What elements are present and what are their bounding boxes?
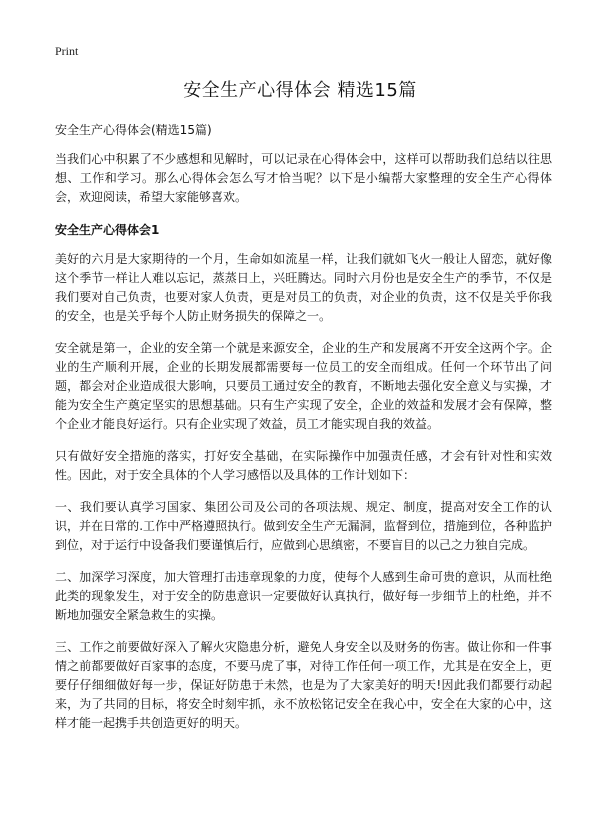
section-heading: 安全生产心得体会1 (55, 223, 160, 237)
body-paragraph: 三、工作之前要做好深入了解火灾隐患分析，避免人身安全以及财务的伤害。做让你和一件事情之前都要做好百家事的态度，不要马虎了事，对待工作任何一项工作，尤其是在安全上，更要仔仔细细做好每一步，保证好防患于未然，也是为了大家美好的明天!因此我们都要行动起来，为了共同的目标，将安全时刻牢抓，永不放松铭记安全在我心中，安全在大家的心中，这样才能一起携手共创造更好的明天。 (55, 640, 552, 730)
body-paragraph: 安全就是第一，企业的安全第一个就是来源安全，企业的生产和发展离不开安全这两个字。企业的生产顺利开展，企业的长期发展都需要每一位员工的安全而组成。任何一个环节出了问题，都会对企业造成很大影响，只要员工通过安全的教育，不断地去强化安全意义与实操，才能为安全生产奠定坚实的思想基础。只有生产实现了安全，企业的效益和发展才会有保障，整个企业才能良好运行。只有企业实现了效益，员工才能实现自我的效益。 (55, 341, 552, 431)
body-paragraph: 二、加深学习深度，加大管理打击违章现象的力度，使每个人感到生命可贵的意识，从而杜绝此类的现象发生，对于安全的防患意识一定要做好认真执行，做好每一步细节上的杜绝，并不断地加强安全紧急救生的实操。 (55, 570, 552, 622)
body-paragraph: 一、我们要认真学习国家、集团公司及公司的各项法规、规定、制度，提高对安全工作的认识，并在日常的.工作中严格遵照执行。做到安全生产无漏洞，监督到位，措施到位，各种监护到位，对于运行中设备我们要谨慎后行，应做到心思缜密，不要盲目的以己之力独自完成。 (55, 500, 552, 552)
print-label[interactable]: Print (55, 44, 79, 58)
body-paragraph: 美好的六月是大家期待的一个月，生命如如流星一样，让我们就如飞火一般让人留恋，就好像这个季节一样让人难以忘记，蒸蒸日上，兴旺腾达。同时六月份也是安全生产的季节，不仅是我们要对自己负责，也要对家人负责，更是对员工的负责，对企业的负责，这不仅是关乎你我的安全，也是关乎每个人防止财务损失的保障之一。 (55, 252, 552, 323)
body-paragraph: 只有做好安全措施的落实，打好安全基础，在实际操作中加强责任感，才会有针对性和实效性。因此，对于安全具体的个人学习感悟以及具体的工作计划如下： (55, 449, 552, 482)
document-title: 安全生产心得体会 精选15篇 (183, 80, 417, 101)
intro-paragraph: 当我们心中积累了不少感想和见解时，可以记录在心得体会中，这样可以帮助我们总结以往思想、工作和学习。那么心得体会怎么写才恰当呢？以下是小编帮大家整理的安全生产心得体会，欢迎阅读，希望大家能够喜欢。 (55, 152, 552, 204)
document-body (55, 120, 552, 746)
document-subtitle: 安全生产心得体会(精选15篇) (55, 123, 212, 137)
